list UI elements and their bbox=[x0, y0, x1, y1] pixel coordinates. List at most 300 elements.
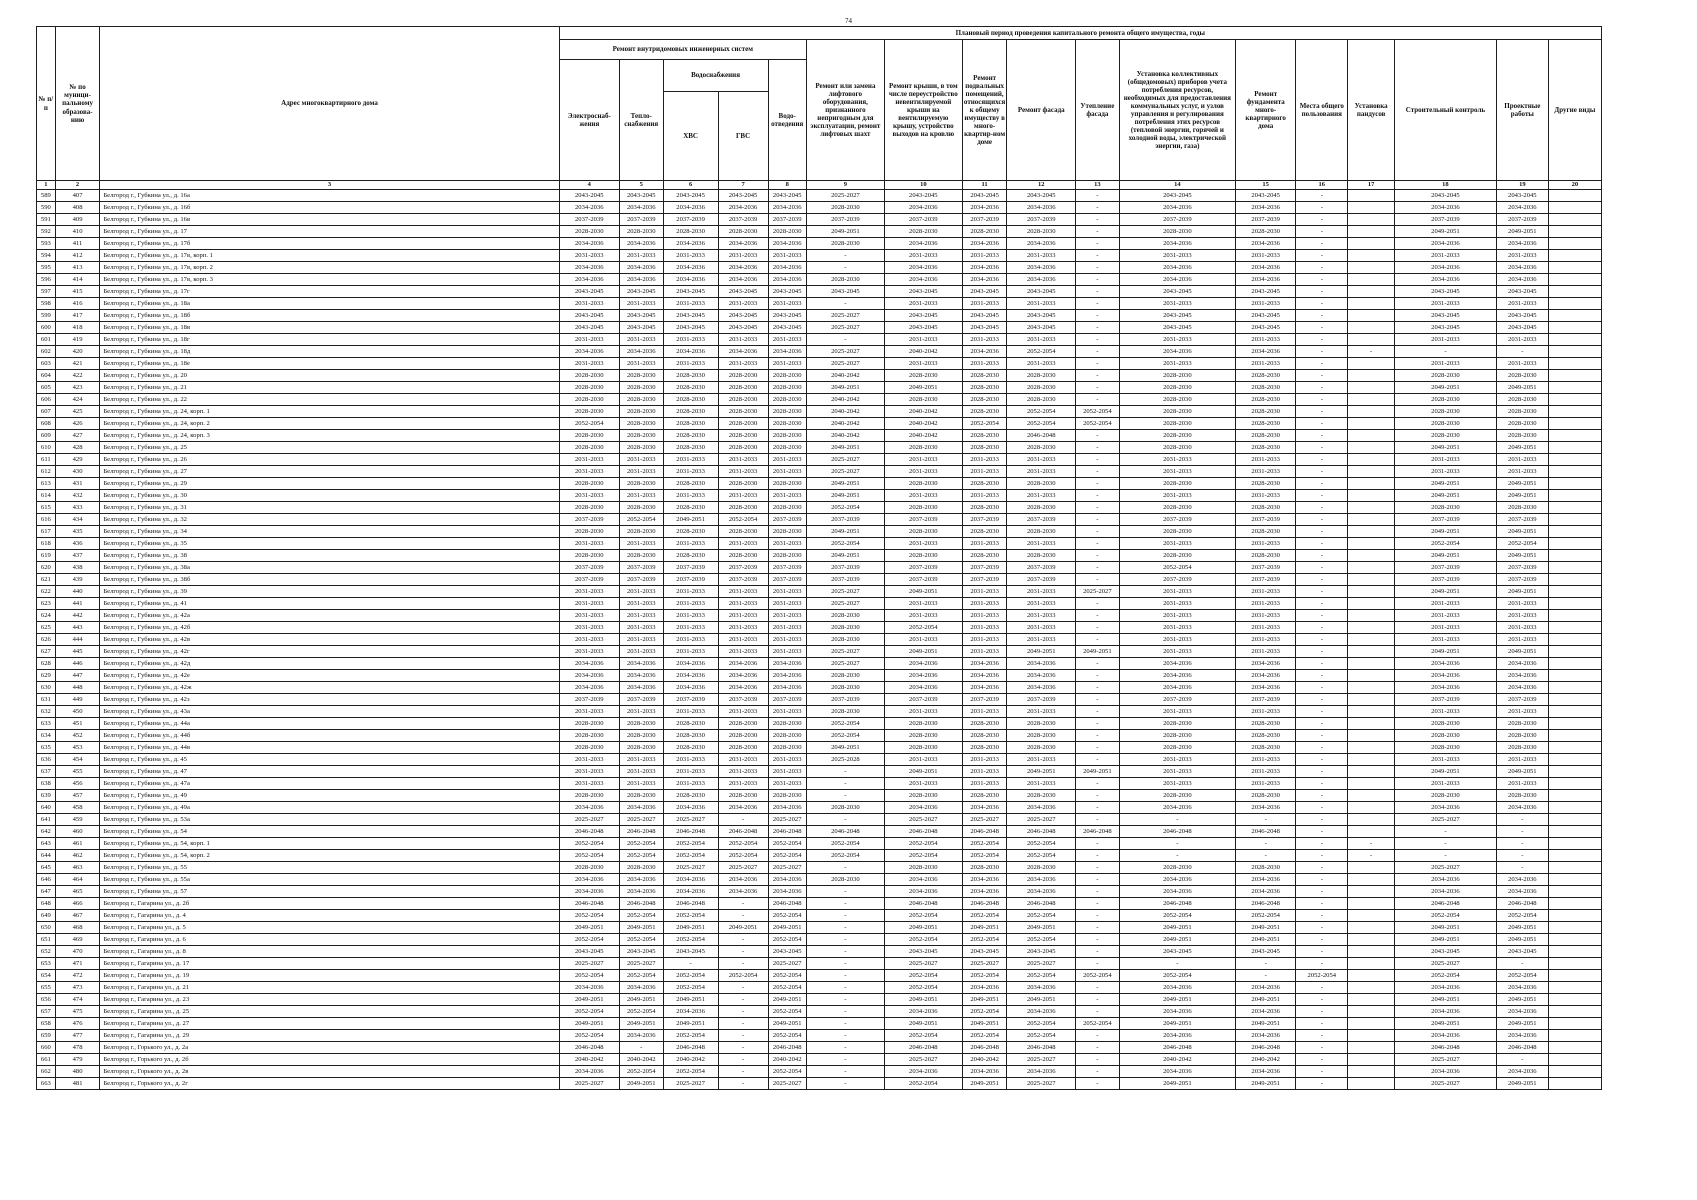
period-cell: 2034-2036 bbox=[1007, 874, 1076, 886]
period-cell: 2031-2033 bbox=[1007, 538, 1076, 550]
period-cell: 2028-2030 bbox=[1496, 790, 1548, 802]
period-cell: 2046-2048 bbox=[768, 898, 806, 910]
period-cell: 2031-2033 bbox=[559, 706, 619, 718]
period-cell: 2028-2030 bbox=[1007, 394, 1076, 406]
period-cell: 2034-2036 bbox=[768, 238, 806, 250]
period-cell: 2031-2033 bbox=[884, 610, 962, 622]
period-cell: - bbox=[806, 886, 884, 898]
address-cell: Белгород г., Губкина ул., д. 45 bbox=[100, 754, 559, 766]
period-cell: 2052-2054 bbox=[962, 970, 1007, 982]
address-cell: Белгород г., Губкина ул., д. 17в, корп. 2 bbox=[100, 262, 559, 274]
period-cell: - bbox=[1076, 814, 1120, 826]
period-cell: 2028-2030 bbox=[768, 790, 806, 802]
period-cell bbox=[1348, 1006, 1395, 1018]
period-cell: 2043-2045 bbox=[1236, 310, 1296, 322]
period-cell: - bbox=[1296, 298, 1348, 310]
municipal-number-cell: 453 bbox=[55, 742, 100, 754]
period-cell: - bbox=[1076, 430, 1120, 442]
period-cell: 2049-2051 bbox=[768, 1018, 806, 1030]
period-cell: 2034-2036 bbox=[962, 670, 1007, 682]
period-cell: 2031-2033 bbox=[1236, 706, 1296, 718]
table-row bbox=[37, 814, 1602, 826]
period-cell: - bbox=[1296, 274, 1348, 286]
period-cell bbox=[1348, 874, 1395, 886]
period-cell: 2052-2054 bbox=[619, 934, 663, 946]
period-cell bbox=[1348, 970, 1395, 982]
municipal-number-cell: 423 bbox=[55, 382, 100, 394]
period-cell: - bbox=[806, 862, 884, 874]
period-cell: 2031-2033 bbox=[768, 646, 806, 658]
table-row bbox=[37, 358, 1602, 370]
period-cell: 2034-2036 bbox=[962, 202, 1007, 214]
period-cell: 2037-2039 bbox=[1007, 214, 1076, 226]
period-cell: 2034-2036 bbox=[619, 346, 663, 358]
period-cell bbox=[1548, 910, 1601, 922]
period-cell: 2025-2027 bbox=[806, 466, 884, 478]
period-cell bbox=[1548, 814, 1601, 826]
row-number-cell: 649 bbox=[37, 910, 56, 922]
period-cell: 2034-2036 bbox=[619, 874, 663, 886]
municipal-number-cell: 419 bbox=[55, 334, 100, 346]
period-cell: 2034-2036 bbox=[962, 274, 1007, 286]
period-cell: - bbox=[1296, 742, 1348, 754]
period-cell: 2037-2039 bbox=[1236, 214, 1296, 226]
period-cell bbox=[1548, 310, 1601, 322]
period-cell: 2028-2030 bbox=[1395, 718, 1497, 730]
period-cell bbox=[1348, 466, 1395, 478]
period-cell: - bbox=[1076, 238, 1120, 250]
period-cell: 2037-2039 bbox=[768, 574, 806, 586]
period-cell: 2028-2030 bbox=[1236, 382, 1296, 394]
period-cell: 2043-2045 bbox=[768, 322, 806, 334]
period-cell bbox=[1548, 226, 1601, 238]
period-cell: 2025-2027 bbox=[806, 310, 884, 322]
period-cell: 2025-2027 bbox=[1395, 862, 1497, 874]
table-row bbox=[37, 310, 1602, 322]
period-cell: 2034-2036 bbox=[619, 886, 663, 898]
period-cell: 2031-2033 bbox=[1496, 622, 1548, 634]
period-cell: 2028-2030 bbox=[768, 406, 806, 418]
period-cell: 2037-2039 bbox=[806, 694, 884, 706]
table-row bbox=[37, 718, 1602, 730]
period-cell: - bbox=[1296, 478, 1348, 490]
period-cell: 2052-2054 bbox=[1236, 910, 1296, 922]
period-cell: 2049-2051 bbox=[1496, 442, 1548, 454]
period-cell: 2037-2039 bbox=[1119, 694, 1235, 706]
period-cell: 2031-2033 bbox=[1119, 490, 1235, 502]
period-cell: 2052-2054 bbox=[559, 418, 619, 430]
period-cell: 2031-2033 bbox=[663, 490, 718, 502]
period-cell bbox=[1548, 214, 1601, 226]
table-row bbox=[37, 826, 1602, 838]
period-cell: 2028-2030 bbox=[768, 430, 806, 442]
period-cell: 2034-2036 bbox=[1119, 1066, 1235, 1078]
period-cell: 2028-2030 bbox=[1007, 382, 1076, 394]
period-cell: 2034-2036 bbox=[1496, 670, 1548, 682]
period-cell bbox=[1548, 1006, 1601, 1018]
period-cell: 2043-2045 bbox=[663, 322, 718, 334]
header-design-works: Проектные работы bbox=[1496, 40, 1548, 181]
period-cell: 2049-2051 bbox=[806, 490, 884, 502]
row-number-cell: 603 bbox=[37, 358, 56, 370]
period-cell: - bbox=[1076, 754, 1120, 766]
period-cell: - bbox=[806, 790, 884, 802]
period-cell: - bbox=[1296, 754, 1348, 766]
column-number: 2 bbox=[55, 181, 100, 190]
period-cell: 2034-2036 bbox=[1236, 1006, 1296, 1018]
period-cell: 2049-2051 bbox=[1395, 766, 1497, 778]
period-cell: 2043-2045 bbox=[768, 946, 806, 958]
period-cell: 2034-2036 bbox=[1496, 202, 1548, 214]
period-cell bbox=[1348, 454, 1395, 466]
municipal-number-cell: 469 bbox=[55, 934, 100, 946]
table-row bbox=[37, 430, 1602, 442]
period-cell: 2031-2033 bbox=[884, 466, 962, 478]
period-cell: - bbox=[1296, 814, 1348, 826]
period-cell: 2028-2030 bbox=[962, 226, 1007, 238]
table-row bbox=[37, 334, 1602, 346]
period-cell: 2034-2036 bbox=[559, 682, 619, 694]
period-cell: 2034-2036 bbox=[768, 670, 806, 682]
period-cell: 2052-2054 bbox=[663, 1030, 718, 1042]
period-cell: 2028-2030 bbox=[619, 502, 663, 514]
period-cell: 2049-2051 bbox=[884, 922, 962, 934]
row-number-cell: 653 bbox=[37, 958, 56, 970]
period-cell bbox=[1548, 718, 1601, 730]
period-cell: 2052-2054 bbox=[718, 970, 768, 982]
period-cell: 2031-2033 bbox=[1236, 754, 1296, 766]
municipal-number-cell: 458 bbox=[55, 802, 100, 814]
period-cell: 2025-2027 bbox=[1007, 814, 1076, 826]
period-cell: 2049-2051 bbox=[806, 550, 884, 562]
period-cell: 2043-2045 bbox=[884, 322, 962, 334]
period-cell: 2034-2036 bbox=[768, 886, 806, 898]
period-cell: 2028-2030 bbox=[768, 370, 806, 382]
period-cell: 2034-2036 bbox=[663, 682, 718, 694]
header-num: № п/п bbox=[37, 27, 56, 181]
period-cell: - bbox=[806, 934, 884, 946]
period-cell: 2049-2051 bbox=[1496, 586, 1548, 598]
period-cell bbox=[1548, 322, 1601, 334]
period-cell: 2040-2042 bbox=[559, 1054, 619, 1066]
period-cell: 2028-2030 bbox=[718, 406, 768, 418]
period-cell: 2031-2033 bbox=[1119, 538, 1235, 550]
period-cell bbox=[1348, 670, 1395, 682]
period-cell: 2052-2054 bbox=[768, 1006, 806, 1018]
period-cell: 2034-2036 bbox=[1236, 202, 1296, 214]
period-cell: 2034-2036 bbox=[1496, 1006, 1548, 1018]
period-cell: - bbox=[1076, 190, 1120, 202]
period-cell bbox=[1348, 550, 1395, 562]
period-cell: - bbox=[1076, 922, 1120, 934]
period-cell: 2052-2054 bbox=[1007, 934, 1076, 946]
address-cell: Белгород г., Губкина ул., д. 54, корп. 2 bbox=[100, 850, 559, 862]
period-cell: 2049-2051 bbox=[768, 994, 806, 1006]
period-cell: 2028-2030 bbox=[1119, 550, 1235, 562]
period-cell: 2034-2036 bbox=[663, 802, 718, 814]
period-cell: 2037-2039 bbox=[1236, 562, 1296, 574]
period-cell: - bbox=[1496, 850, 1548, 862]
address-cell: Белгород г., Губкина ул., д. 18д bbox=[100, 346, 559, 358]
period-cell: 2031-2033 bbox=[1119, 634, 1235, 646]
municipal-number-cell: 433 bbox=[55, 502, 100, 514]
address-cell: Белгород г., Губкина ул., д. 26 bbox=[100, 454, 559, 466]
period-cell: 2028-2030 bbox=[1236, 550, 1296, 562]
period-cell: 2028-2030 bbox=[962, 718, 1007, 730]
period-cell bbox=[1348, 538, 1395, 550]
header-municipal-num: № по муници-пальному образова-нию bbox=[55, 27, 100, 181]
period-cell: 2028-2030 bbox=[768, 478, 806, 490]
period-cell: 2043-2045 bbox=[1119, 322, 1235, 334]
municipal-number-cell: 422 bbox=[55, 370, 100, 382]
period-cell: 2028-2030 bbox=[1007, 550, 1076, 562]
period-cell bbox=[1548, 838, 1601, 850]
period-cell: 2028-2030 bbox=[962, 790, 1007, 802]
municipal-number-cell: 439 bbox=[55, 574, 100, 586]
period-cell: - bbox=[1296, 658, 1348, 670]
period-cell: 2031-2033 bbox=[1236, 610, 1296, 622]
period-cell bbox=[1548, 886, 1601, 898]
table-row bbox=[37, 574, 1602, 586]
period-cell bbox=[1548, 934, 1601, 946]
period-cell: 2031-2033 bbox=[663, 706, 718, 718]
period-cell: 2043-2045 bbox=[718, 190, 768, 202]
period-cell: 2049-2051 bbox=[1395, 526, 1497, 538]
period-cell: 2034-2036 bbox=[1395, 274, 1497, 286]
period-cell: 2028-2030 bbox=[962, 442, 1007, 454]
period-cell: 2028-2030 bbox=[884, 742, 962, 754]
period-cell: - bbox=[1076, 346, 1120, 358]
period-cell: 2043-2045 bbox=[1236, 322, 1296, 334]
municipal-number-cell: 465 bbox=[55, 886, 100, 898]
period-cell: 2031-2033 bbox=[559, 298, 619, 310]
period-cell: 2031-2033 bbox=[619, 586, 663, 598]
period-cell: 2031-2033 bbox=[1119, 250, 1235, 262]
period-cell: - bbox=[718, 898, 768, 910]
table-row bbox=[37, 778, 1602, 790]
period-cell: - bbox=[806, 778, 884, 790]
period-cell bbox=[1548, 202, 1601, 214]
address-cell: Белгород г., Губкина ул., д. 29 bbox=[100, 478, 559, 490]
period-cell: 2028-2030 bbox=[1119, 226, 1235, 238]
period-cell: 2028-2030 bbox=[1236, 526, 1296, 538]
period-cell: - bbox=[1119, 838, 1235, 850]
period-cell: 2028-2030 bbox=[619, 550, 663, 562]
page-number: 74 bbox=[845, 17, 852, 25]
period-cell: 2031-2033 bbox=[1007, 466, 1076, 478]
period-cell: 2028-2030 bbox=[1119, 394, 1235, 406]
period-cell bbox=[1348, 214, 1395, 226]
period-cell: 2046-2048 bbox=[663, 898, 718, 910]
period-cell: 2046-2048 bbox=[663, 1042, 718, 1054]
period-cell: 2052-2054 bbox=[1496, 970, 1548, 982]
column-number: 17 bbox=[1348, 181, 1395, 190]
period-cell: 2031-2033 bbox=[768, 490, 806, 502]
period-cell bbox=[1548, 262, 1601, 274]
period-cell: - bbox=[1236, 958, 1296, 970]
period-cell: 2028-2030 bbox=[559, 526, 619, 538]
period-cell: 2031-2033 bbox=[718, 754, 768, 766]
period-cell: 2031-2033 bbox=[1236, 622, 1296, 634]
period-cell: - bbox=[1076, 598, 1120, 610]
address-cell: Белгород г., Губкина ул., д. 30 bbox=[100, 490, 559, 502]
period-cell: - bbox=[1296, 826, 1348, 838]
period-cell: 2031-2033 bbox=[768, 598, 806, 610]
period-cell bbox=[1348, 490, 1395, 502]
period-cell: 2034-2036 bbox=[1236, 274, 1296, 286]
period-cell: 2043-2045 bbox=[1496, 310, 1548, 322]
period-cell bbox=[1548, 250, 1601, 262]
period-cell: 2028-2030 bbox=[559, 406, 619, 418]
period-cell: 2034-2036 bbox=[1496, 274, 1548, 286]
period-cell: - bbox=[1296, 382, 1348, 394]
period-cell: 2040-2042 bbox=[806, 406, 884, 418]
period-cell: - bbox=[1296, 1006, 1348, 1018]
municipal-number-cell: 446 bbox=[55, 658, 100, 670]
table-row bbox=[37, 502, 1602, 514]
period-cell: 2031-2033 bbox=[1395, 298, 1497, 310]
period-cell: 2052-2054 bbox=[962, 910, 1007, 922]
address-cell: Белгород г., Губкина ул., д. 24, корп. 2 bbox=[100, 418, 559, 430]
row-number-cell: 593 bbox=[37, 238, 56, 250]
municipal-number-cell: 425 bbox=[55, 406, 100, 418]
period-cell: 2034-2036 bbox=[663, 262, 718, 274]
period-cell: 2043-2045 bbox=[663, 286, 718, 298]
address-cell: Белгород г., Губкина ул., д. 42б bbox=[100, 622, 559, 634]
period-cell: - bbox=[806, 970, 884, 982]
period-cell: 2034-2036 bbox=[1119, 982, 1235, 994]
period-cell: 2034-2036 bbox=[1236, 802, 1296, 814]
period-cell: 2031-2033 bbox=[1119, 466, 1235, 478]
period-cell: 2049-2051 bbox=[1236, 1078, 1296, 1090]
period-cell: 2052-2054 bbox=[962, 934, 1007, 946]
period-cell: - bbox=[1076, 526, 1120, 538]
period-cell: 2034-2036 bbox=[619, 1030, 663, 1042]
period-cell: 2031-2033 bbox=[559, 538, 619, 550]
period-cell bbox=[1348, 202, 1395, 214]
period-cell: - bbox=[1296, 538, 1348, 550]
period-cell: 2034-2036 bbox=[619, 202, 663, 214]
period-cell: 2049-2051 bbox=[962, 1018, 1007, 1030]
address-cell: Белгород г., Губкина ул., д. 16б bbox=[100, 202, 559, 214]
address-cell: Белгород г., Губкина ул., д. 42д bbox=[100, 658, 559, 670]
municipal-number-cell: 447 bbox=[55, 670, 100, 682]
period-cell: 2028-2030 bbox=[663, 742, 718, 754]
address-cell: Белгород г., Губкина ул., д. 17 bbox=[100, 226, 559, 238]
period-cell: - bbox=[1076, 742, 1120, 754]
period-cell: 2028-2030 bbox=[768, 550, 806, 562]
period-cell: - bbox=[1296, 574, 1348, 586]
period-cell: 2031-2033 bbox=[1496, 358, 1548, 370]
period-cell: 2049-2051 bbox=[1236, 922, 1296, 934]
period-cell: 2028-2030 bbox=[1395, 430, 1497, 442]
period-cell: 2031-2033 bbox=[718, 634, 768, 646]
municipal-number-cell: 442 bbox=[55, 610, 100, 622]
period-cell bbox=[1348, 514, 1395, 526]
period-cell bbox=[1348, 982, 1395, 994]
period-cell: - bbox=[1076, 478, 1120, 490]
period-cell: - bbox=[718, 1054, 768, 1066]
period-cell bbox=[1548, 286, 1601, 298]
address-cell: Белгород г., Горького ул., д. 2а bbox=[100, 1042, 559, 1054]
period-cell: 2049-2051 bbox=[1496, 1078, 1548, 1090]
address-cell: Белгород г., Губкина ул., д. 38а bbox=[100, 562, 559, 574]
row-number-cell: 642 bbox=[37, 826, 56, 838]
period-cell bbox=[1348, 1030, 1395, 1042]
table-row bbox=[37, 790, 1602, 802]
row-number-cell: 606 bbox=[37, 394, 56, 406]
row-number-cell: 655 bbox=[37, 982, 56, 994]
period-cell: 2034-2036 bbox=[663, 274, 718, 286]
period-cell: 2052-2054 bbox=[768, 982, 806, 994]
period-cell: 2028-2030 bbox=[1119, 730, 1235, 742]
period-cell: 2034-2036 bbox=[663, 670, 718, 682]
period-cell: 2034-2036 bbox=[619, 802, 663, 814]
period-cell: 2049-2051 bbox=[619, 1018, 663, 1030]
period-cell: 2046-2048 bbox=[1119, 898, 1235, 910]
period-cell: 2025-2027 bbox=[806, 322, 884, 334]
period-cell: 2034-2036 bbox=[1236, 874, 1296, 886]
period-cell: - bbox=[1296, 466, 1348, 478]
period-cell: 2046-2048 bbox=[559, 826, 619, 838]
period-cell: 2034-2036 bbox=[559, 982, 619, 994]
period-cell: 2052-2054 bbox=[884, 970, 962, 982]
period-cell: 2034-2036 bbox=[1007, 982, 1076, 994]
period-cell: - bbox=[1076, 538, 1120, 550]
period-cell: 2043-2045 bbox=[1007, 310, 1076, 322]
table-row bbox=[37, 202, 1602, 214]
period-cell: 2046-2048 bbox=[559, 1042, 619, 1054]
column-number: 5 bbox=[619, 181, 663, 190]
period-cell: 2031-2033 bbox=[718, 454, 768, 466]
period-cell: 2049-2051 bbox=[1119, 994, 1235, 1006]
address-cell: Белгород г., Губкина ул., д. 42в bbox=[100, 634, 559, 646]
address-cell: Белгород г., Губкина ул., д. 54 bbox=[100, 826, 559, 838]
row-number-cell: 592 bbox=[37, 226, 56, 238]
period-cell bbox=[1548, 490, 1601, 502]
period-cell: 2052-2054 bbox=[619, 514, 663, 526]
period-cell: 2043-2045 bbox=[1007, 946, 1076, 958]
period-cell: 2052-2054 bbox=[663, 934, 718, 946]
row-number-cell: 661 bbox=[37, 1054, 56, 1066]
period-cell: 2034-2036 bbox=[1236, 682, 1296, 694]
table-row bbox=[37, 190, 1602, 202]
table-row bbox=[37, 490, 1602, 502]
period-cell: 2049-2051 bbox=[1395, 478, 1497, 490]
period-cell bbox=[1548, 538, 1601, 550]
period-cell: 2037-2039 bbox=[718, 694, 768, 706]
period-cell: - bbox=[1076, 634, 1120, 646]
period-cell: 2052-2054 bbox=[559, 1030, 619, 1042]
row-number-cell: 634 bbox=[37, 730, 56, 742]
period-cell bbox=[1548, 958, 1601, 970]
period-cell bbox=[1548, 862, 1601, 874]
period-cell: 2052-2054 bbox=[1395, 538, 1497, 550]
period-cell: 2034-2036 bbox=[1236, 346, 1296, 358]
period-cell: 2052-2054 bbox=[1007, 346, 1076, 358]
period-cell: 2046-2048 bbox=[806, 826, 884, 838]
period-cell: 2040-2042 bbox=[806, 430, 884, 442]
period-cell: - bbox=[1296, 802, 1348, 814]
column-number: 13 bbox=[1076, 181, 1120, 190]
period-cell bbox=[1548, 730, 1601, 742]
period-cell: 2031-2033 bbox=[718, 538, 768, 550]
period-cell: 2034-2036 bbox=[1119, 1006, 1235, 1018]
period-cell: 2040-2042 bbox=[884, 406, 962, 418]
address-cell: Белгород г., Губкина ул., д. 18е bbox=[100, 358, 559, 370]
period-cell: 2031-2033 bbox=[619, 250, 663, 262]
period-cell: 2034-2036 bbox=[663, 238, 718, 250]
